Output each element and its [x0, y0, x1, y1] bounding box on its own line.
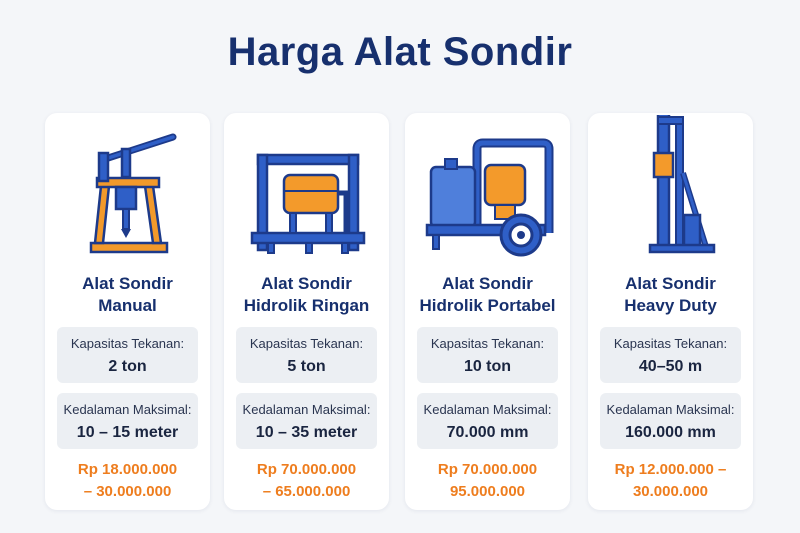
manual-sondir-icon: [45, 115, 210, 265]
capacity-box: [417, 327, 558, 383]
depth-label: Kedalaman Maksimal:: [63, 402, 192, 417]
heavy-duty-sondir-icon: [588, 115, 753, 265]
capacity-value: 10 ton: [463, 358, 512, 375]
depth-box: [236, 393, 377, 449]
capacity-label: Kapasitas Tekanan:: [430, 336, 545, 351]
capacity-value: 2 ton: [108, 358, 147, 375]
depth-value: 160.000 mm: [625, 424, 716, 441]
depth-label: Kedalaman Maksimal:: [242, 402, 371, 417]
depth-box: [57, 393, 198, 449]
depth-label: Kedalaman Maksimal:: [423, 402, 552, 417]
product-card-heavy-duty: [588, 113, 753, 510]
capacity-value: 5 ton: [287, 358, 326, 375]
product-name: Alat Sondir Hidrolik Ringan: [243, 274, 370, 315]
product-name: Alat Sondir Heavy Duty: [624, 274, 717, 315]
price: Rp 18.000.000 – 30.000.000: [77, 461, 178, 500]
price: Rp 70.000.000 95.000.000: [437, 461, 538, 500]
price: Rp 70.000.000 – 65.000.000: [256, 461, 357, 500]
capacity-label: Kapasitas Tekanan:: [613, 336, 728, 351]
product-card-manual: [45, 113, 210, 510]
capacity-label: Kapasitas Tekanan:: [70, 336, 185, 351]
product-card-light-hydraulic: [224, 113, 389, 510]
price: Rp 12.000.000 – 30.000.000: [614, 461, 727, 500]
page-title: Harga Alat Sondir: [227, 30, 573, 74]
depth-value: 70.000 mm: [446, 424, 529, 441]
product-name: Alat Sondir Manual: [82, 274, 173, 315]
depth-label: Kedalaman Maksimal:: [606, 402, 735, 417]
capacity-value: 40–50 m: [638, 358, 703, 375]
capacity-box: [57, 327, 198, 383]
light-hydraulic-sondir-icon: [224, 115, 389, 265]
product-name: Alat Sondir Hidrolik Portabel: [419, 274, 556, 315]
portable-hydraulic-sondir-icon: [405, 115, 570, 265]
depth-box: [600, 393, 741, 449]
depth-value: 10 – 15 meter: [76, 424, 179, 441]
capacity-box: [236, 327, 377, 383]
depth-value: 10 – 35 meter: [255, 424, 358, 441]
capacity-box: [600, 327, 741, 383]
capacity-label: Kapasitas Tekanan:: [249, 336, 364, 351]
product-card-portable-hydraulic: [405, 113, 570, 510]
depth-box: [417, 393, 558, 449]
